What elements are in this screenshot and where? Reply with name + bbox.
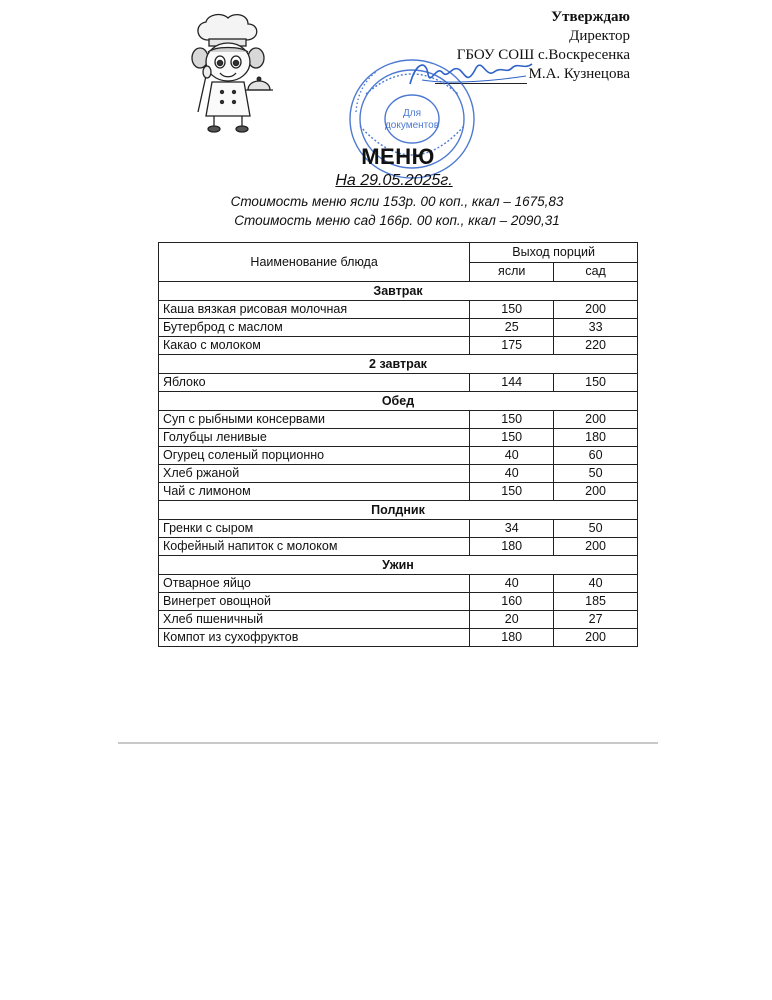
portion-kindergarten: 200 xyxy=(554,483,638,501)
portion-nursery: 40 xyxy=(470,447,554,465)
dish-name: Какао с молоком xyxy=(159,337,470,355)
column-header-nursery: ясли xyxy=(470,262,554,282)
column-header-dish: Наименование блюда xyxy=(159,243,470,282)
section-row xyxy=(159,392,638,411)
portion-kindergarten: 50 xyxy=(554,520,638,538)
portion-kindergarten: 220 xyxy=(554,337,638,355)
section-title: Полдник xyxy=(159,501,638,520)
table-row xyxy=(159,520,638,538)
section-title: Ужин xyxy=(159,556,638,575)
dish-name: Кофейный напиток с молоком xyxy=(159,538,470,556)
dish-name: Яблоко xyxy=(159,374,470,392)
table-row xyxy=(159,429,638,447)
section-title: Завтрак xyxy=(159,282,638,301)
portion-nursery: 40 xyxy=(470,575,554,593)
section-title: Обед xyxy=(159,392,638,411)
table-row xyxy=(159,411,638,429)
portion-kindergarten: 150 xyxy=(554,374,638,392)
dish-name: Огурец соленый порционно xyxy=(159,447,470,465)
dish-name: Хлеб пшеничный xyxy=(159,611,470,629)
dish-name: Бутерброд с маслом xyxy=(159,319,470,337)
portion-nursery: 40 xyxy=(470,465,554,483)
portion-kindergarten: 200 xyxy=(554,629,638,647)
table-row xyxy=(159,629,638,647)
table-row xyxy=(159,483,638,501)
table-row xyxy=(159,538,638,556)
chef-girl-illustration xyxy=(182,12,274,136)
portion-kindergarten: 185 xyxy=(554,593,638,611)
portion-nursery: 175 xyxy=(470,337,554,355)
column-header-output: Выход порций xyxy=(470,243,638,263)
portion-nursery: 150 xyxy=(470,483,554,501)
table-row xyxy=(159,575,638,593)
cost-nursery: Стоимость меню ясли 153р. 00 коп., ккал – 1675,83 xyxy=(230,194,564,209)
dish-name: Хлеб ржаной xyxy=(159,465,470,483)
portion-kindergarten: 33 xyxy=(554,319,638,337)
table-row xyxy=(159,301,638,319)
table-row xyxy=(159,465,638,483)
dish-name: Голубцы ленивые xyxy=(159,429,470,447)
portion-nursery: 180 xyxy=(470,538,554,556)
portion-nursery: 150 xyxy=(470,301,554,319)
table-header-row xyxy=(159,243,638,263)
portion-kindergarten: 50 xyxy=(554,465,638,483)
section-row xyxy=(159,556,638,575)
section-row xyxy=(159,501,638,520)
portion-nursery: 160 xyxy=(470,593,554,611)
portion-kindergarten: 27 xyxy=(554,611,638,629)
scan-edge-line xyxy=(118,742,658,744)
portion-nursery: 144 xyxy=(470,374,554,392)
section-row xyxy=(159,282,638,301)
stamp-center-text-1: Для xyxy=(402,108,422,119)
director-signature xyxy=(406,54,536,94)
table-row xyxy=(159,319,638,337)
portion-kindergarten: 200 xyxy=(554,301,638,319)
dish-name: Каша вязкая рисовая молочная xyxy=(159,301,470,319)
portion-kindergarten: 200 xyxy=(554,411,638,429)
portion-nursery: 34 xyxy=(470,520,554,538)
dish-name: Винегрет овощной xyxy=(159,593,470,611)
portion-kindergarten: 40 xyxy=(554,575,638,593)
column-header-kindergarten: сад xyxy=(554,262,638,282)
table-row xyxy=(159,337,638,355)
approval-signatory: М.А. Кузнецова xyxy=(528,66,630,82)
table-row xyxy=(159,447,638,465)
dish-name: Суп с рыбными консервами xyxy=(159,411,470,429)
cost-kindergarten: Стоимость меню сад 166р. 00 коп., ккал – 2090,31 xyxy=(234,213,560,228)
dish-name: Отварное яйцо xyxy=(159,575,470,593)
menu-table-body xyxy=(159,282,638,647)
portion-kindergarten: 180 xyxy=(554,429,638,447)
approval-organization: ГБОУ СОШ с.Воскресенка xyxy=(456,47,630,63)
portion-nursery: 25 xyxy=(470,319,554,337)
table-row xyxy=(159,593,638,611)
portion-kindergarten: 60 xyxy=(554,447,638,465)
menu-title: МЕНЮ xyxy=(361,144,435,169)
portion-kindergarten: 200 xyxy=(554,538,638,556)
section-row xyxy=(159,355,638,374)
dish-name: Компот из сухофруктов xyxy=(159,629,470,647)
approval-title: Утверждаю xyxy=(551,9,630,25)
dish-name: Чай с лимоном xyxy=(159,483,470,501)
stamp-center-text-2: документов xyxy=(384,120,440,131)
table-row xyxy=(159,374,638,392)
portion-nursery: 180 xyxy=(470,629,554,647)
section-title: 2 завтрак xyxy=(159,355,638,374)
portion-nursery: 20 xyxy=(470,611,554,629)
portion-nursery: 150 xyxy=(470,411,554,429)
approval-position: Директор xyxy=(569,28,630,44)
table-row xyxy=(159,611,638,629)
dish-name: Гренки с сыром xyxy=(159,520,470,538)
portion-nursery: 150 xyxy=(470,429,554,447)
menu-date: На 29.05.2025г. xyxy=(335,172,453,189)
menu-table xyxy=(158,242,638,647)
